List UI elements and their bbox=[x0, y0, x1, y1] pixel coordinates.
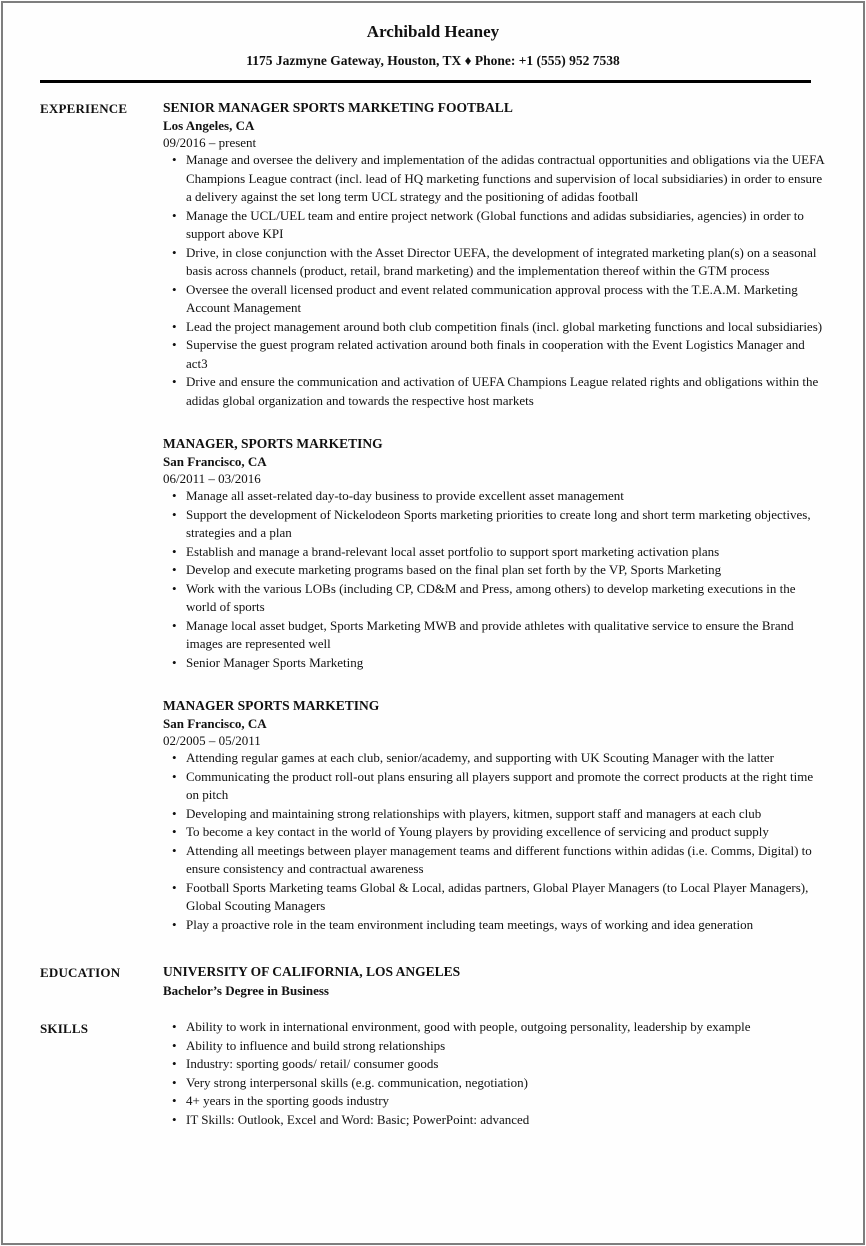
bullet-item: • Support the development of Nickelodeon Sports marketing priorities to create long and short term marketing objectives, strategies and a plan bbox=[163, 506, 829, 543]
education-content bbox=[163, 962, 829, 1001]
job-dates: 09/2016 – present bbox=[163, 135, 257, 150]
skills-label: SKILLS bbox=[40, 1021, 89, 1036]
section-experience bbox=[40, 98, 829, 934]
bullet-item: • Ability to work in international environment, good with people, outgoing personality, leadership by example bbox=[163, 1018, 829, 1037]
education-label: EDUCATION bbox=[40, 965, 121, 980]
bullet-item: • Work with the various LOBs (including CP, CD&M and Press, among others) to develop marketing executions in the world of sports bbox=[163, 580, 829, 617]
job-entry bbox=[163, 98, 829, 410]
bullet-item: • Establish and manage a brand-relevant local asset portfolio to support sport marketing activation plans bbox=[163, 543, 829, 562]
experience-content bbox=[163, 98, 829, 934]
job-bullet-list bbox=[163, 749, 829, 934]
bullet-item: • Drive, in close conjunction with the Asset Director UEFA, the development of integrated marketing plan(s) on a seasonal basis across channels (product, retail, brand marketing) and the implementation thereof within the GTM process bbox=[163, 244, 829, 281]
bullet-item: • Attending regular games at each club, senior/academy, and supporting with UK Scouting Manager with the latter bbox=[163, 749, 829, 768]
candidate-name: Archibald Heaney bbox=[366, 22, 500, 41]
section-skills bbox=[40, 1018, 829, 1129]
bullet-item: • 4+ years in the sporting goods industry bbox=[163, 1092, 829, 1111]
bullet-item: • Lead the project management around both club competition finals (incl. global marketing functions and local subsidiaries) bbox=[163, 318, 829, 337]
bullet-item: • Developing and maintaining strong relationships with players, kitmen, support staff and managers at each club bbox=[163, 805, 829, 824]
job-location: San Francisco, CA bbox=[163, 454, 267, 469]
job-title: MANAGER SPORTS MARKETING bbox=[163, 698, 380, 713]
bullet-item: • Football Sports Marketing teams Global & Local, adidas partners, Global Player Managers (to Local Player Managers), Global Scouting Managers bbox=[163, 879, 829, 916]
bullet-item: • Supervise the guest program related activation around both finals in cooperation with the Event Logistics Manager and act3 bbox=[163, 336, 829, 373]
bullet-item: • Very strong interpersonal skills (e.g. communication, negotiation) bbox=[163, 1074, 829, 1093]
bullet-item: • Oversee the overall licensed product and event related communication approval process with the T.E.A.M. Marketing Account Management bbox=[163, 281, 829, 318]
job-bullet-list bbox=[163, 151, 829, 410]
bullet-item: • Play a proactive role in the team environment including team meetings, ways of working and idea generation bbox=[163, 916, 829, 935]
job-title: MANAGER, SPORTS MARKETING bbox=[163, 436, 383, 451]
bullet-item: • Manage all asset-related day-to-day business to provide excellent asset management bbox=[163, 487, 829, 506]
bullet-item: • Manage the UCL/UEL team and entire project network (Global functions and adidas subsidiaries, agencies) in order to support above KPI bbox=[163, 207, 829, 244]
bullet-item: • Manage local asset budget, Sports Marketing MWB and provide athletes with qualitative service to ensure the Brand images are represented well bbox=[163, 617, 829, 654]
contact-line: 1175 Jazmyne Gateway, Houston, TX ♦ Phone: +1 (555) 952 7538 bbox=[246, 53, 620, 68]
degree-name: Bachelor’s Degree in Business bbox=[163, 983, 329, 998]
job-title: SENIOR MANAGER SPORTS MARKETING FOOTBALL bbox=[163, 100, 513, 115]
bullet-item: • Communicating the product roll-out plans ensuring all players support and promote the correct products at the right time on pitch bbox=[163, 768, 829, 805]
resume-header bbox=[3, 3, 863, 69]
resume-page bbox=[1, 1, 865, 1245]
bullet-item: • Drive and ensure the communication and activation of UEFA Champions League related rights and obligations within the adidas global organization and towards the respective host markets bbox=[163, 373, 829, 410]
job-location: Los Angeles, CA bbox=[163, 118, 255, 133]
job-location: San Francisco, CA bbox=[163, 716, 267, 731]
bullet-item: • Manage and oversee the delivery and implementation of the adidas contractual opportunities and obligations via the UEFA Champions League contract (incl. lead of HQ marketing functions and supervision of local subsidiaries) in order to ensure a delivery against the set long term UCL strategy and the positioning of adidas football bbox=[163, 151, 829, 207]
header-divider bbox=[40, 80, 811, 83]
bullet-item: • Attending all meetings between player management teams and different functions within adidas (i.e. Comms, Digital) to ensure consistency and contractual awareness bbox=[163, 842, 829, 879]
bullet-item: • IT Skills: Outlook, Excel and Word: Basic; PowerPoint: advanced bbox=[163, 1111, 829, 1130]
bullet-item: • Develop and execute marketing programs based on the final plan set forth by the VP, Sports Marketing bbox=[163, 561, 829, 580]
bullet-item: • Ability to influence and build strong relationships bbox=[163, 1037, 829, 1056]
job-entry bbox=[163, 434, 829, 672]
job-entry bbox=[163, 696, 829, 934]
school-name: UNIVERSITY OF CALIFORNIA, LOS ANGELES bbox=[163, 964, 461, 979]
job-dates: 06/2011 – 03/2016 bbox=[163, 471, 261, 486]
job-dates: 02/2005 – 05/2011 bbox=[163, 733, 261, 748]
experience-label: EXPERIENCE bbox=[40, 101, 128, 116]
job-bullet-list bbox=[163, 487, 829, 672]
bullet-item: • Industry: sporting goods/ retail/ consumer goods bbox=[163, 1055, 829, 1074]
bullet-item: • Senior Manager Sports Marketing bbox=[163, 654, 829, 673]
bullet-item: • To become a key contact in the world of Young players by providing excellence of servicing and product supply bbox=[163, 823, 829, 842]
section-education bbox=[40, 962, 829, 1001]
resume-body bbox=[3, 98, 863, 1129]
skills-bullet-list bbox=[163, 1018, 829, 1129]
